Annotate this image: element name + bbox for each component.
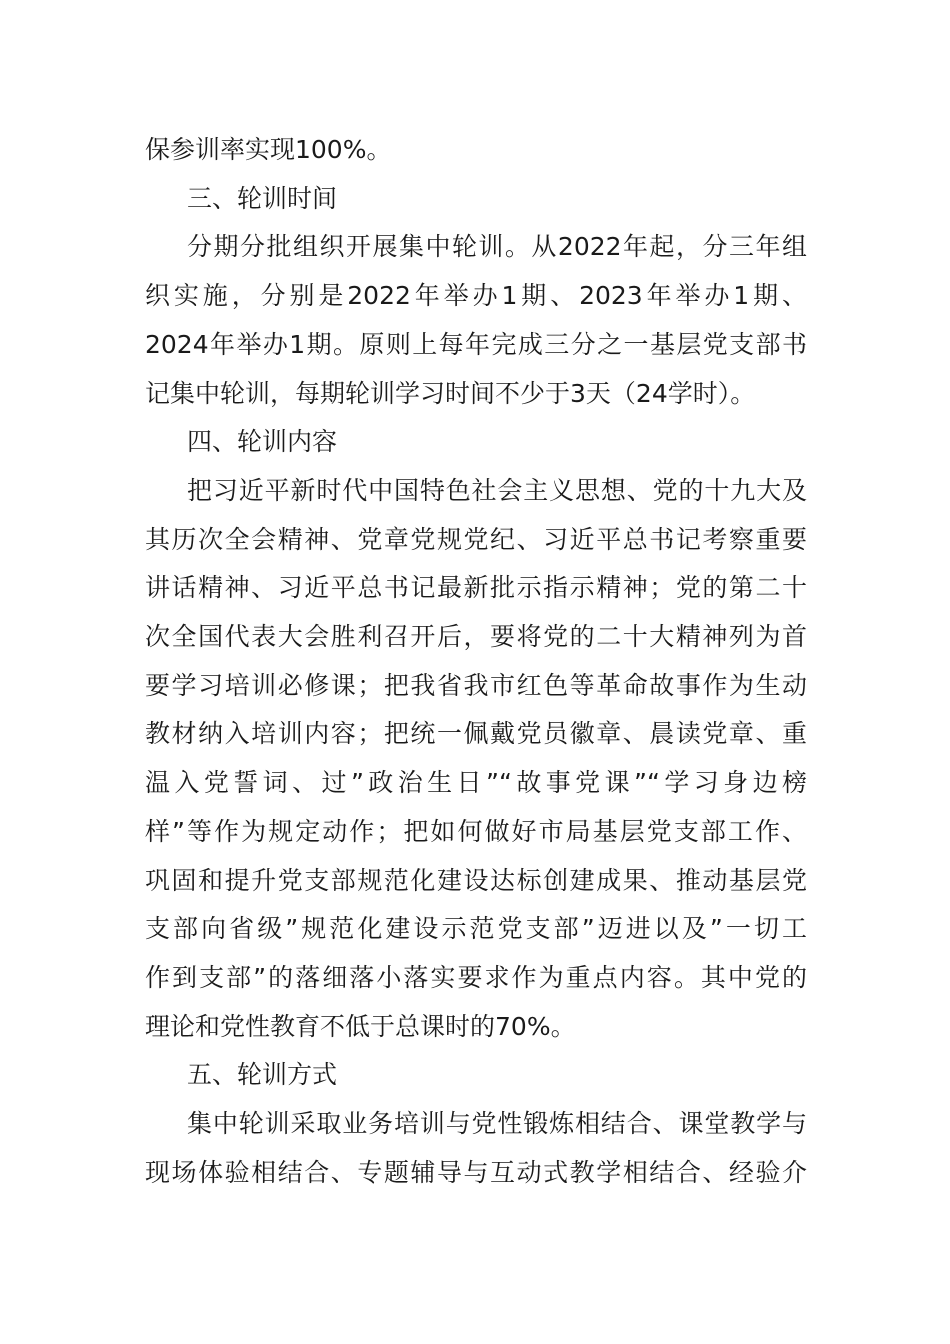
text-line: 其历次全会精神、党章党规党纪、习近平总书记考察重要 [145, 524, 807, 554]
text-line: 把习近平新时代中国特色社会主义思想、党的十九大及 [187, 475, 807, 505]
text-line: 理论和党性教育不低于总课时的70%。 [145, 1011, 576, 1041]
text-line: 巩固和提升党支部规范化建设达标创建成果、推动基层党 [145, 865, 807, 895]
text-line: 2024年举办1期。原则上每年完成三分之一基层党支部书 [145, 329, 807, 359]
text-line: 集中轮训采取业务培训与党性锻炼相结合、课堂教学与 [187, 1109, 807, 1139]
text-line: 样”等作为规定动作；把如何做好市局基层党支部工作、 [145, 816, 807, 846]
text-line: 次全国代表大会胜利召开后，要将党的二十大精神列为首 [145, 622, 807, 652]
section-heading: 三、轮训时间 [187, 183, 338, 213]
text-line: 保参训率实现100%。 [145, 135, 392, 164]
text-line: 要学习培训必修课；把我省我市红色等革命故事作为生动 [145, 670, 807, 700]
text-line: 温入党誓词、过”政治生日”“故事党课”“学习身边榜 [145, 768, 807, 798]
section-heading: 五、轮训方式 [187, 1060, 338, 1090]
text-line: 现场体验相结合、专题辅导与互动式教学相结合、经验介 [145, 1157, 807, 1187]
text-line: 支部向省级”规范化建设示范党支部”迈进以及”一切工 [145, 914, 807, 944]
text-line: 织实施，分别是2022年举办1期、2023年举办1期、 [145, 281, 807, 311]
section-heading: 四、轮训内容 [187, 427, 338, 457]
text-line: 教材纳入培训内容；把统一佩戴党员徽章、晨读党章、重 [145, 719, 807, 749]
text-line: 作到支部”的落细落小落实要求作为重点内容。其中党的 [145, 962, 807, 992]
document-body [145, 126, 807, 1197]
text-line: 记集中轮训，每期轮训学习时间不少于3天（24学时）。 [145, 378, 756, 408]
text-line: 讲话精神、习近平总书记最新批示指示精神；党的第二十 [145, 573, 807, 603]
text-line: 分期分批组织开展集中轮训。从2022年起，分三年组 [187, 232, 807, 262]
